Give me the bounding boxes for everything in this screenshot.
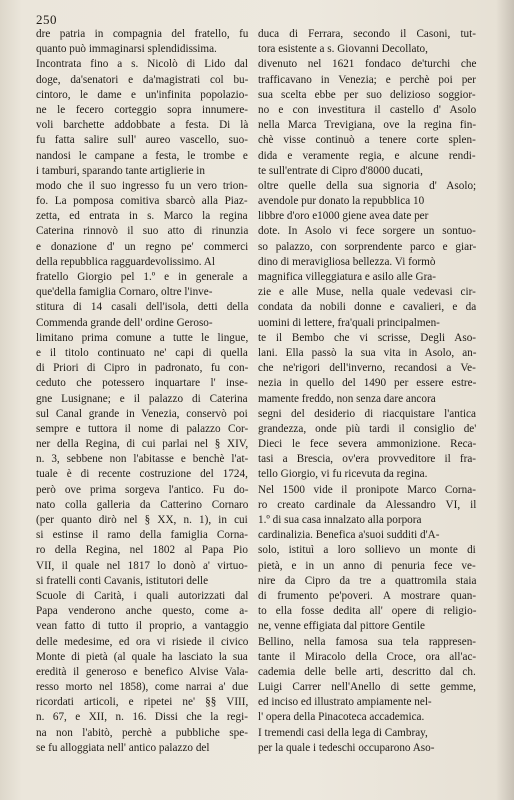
right-column-line: per la quale i tedeschi occuparono Aso- — [258, 741, 435, 754]
left-column-line: fu fatta salire sull' aureo vascello, suo- — [36, 134, 248, 147]
right-column-line: tora esistente a s. Giovanni Decollato, — [258, 43, 428, 56]
left-text-column — [36, 27, 248, 756]
right-column-line: solo, istituì a loro sollievo un monte di — [258, 544, 476, 557]
right-column-line: 1.º di sua casa innalzato alla porpora — [258, 514, 422, 526]
right-column-line: che ne'rigori dell'inverno, recandosi a Ve- — [258, 362, 476, 375]
left-column-line: ricordati articoli, e ripetei ne' §§ VIII, — [36, 696, 249, 709]
left-column-line: sempre e tuttora il nome di palazzo Cor- — [36, 422, 249, 435]
left-column-line: ro della Regina, nel 1802 al Papa Pio — [36, 544, 248, 557]
left-column-line: Scuole di Carità, i quali autorizzati dal — [36, 589, 249, 602]
page-edge-shadow — [496, 0, 514, 800]
right-column-line: segni del desiderio di riacquistare l'antica — [258, 407, 476, 420]
right-column-line: cademia delle belle arti, descritto dal ch. — [258, 665, 476, 678]
right-column-line: Luigi Carrer nell'Anello di sette gemme, — [258, 681, 476, 694]
right-column-line: cardinalizia. Benefica a'suoi sudditi d'A- — [258, 529, 440, 542]
right-column-line: nire da Cipro da tre a quattromila staia — [258, 574, 477, 587]
right-column-line: duca di Ferrara, secondo il Casoni, tut- — [258, 28, 476, 40]
left-column-line: zetta, ed entrata in s. Marco la regina — [36, 210, 248, 223]
right-column-line: oltre quelle della sua signoria d' Asolo; — [258, 179, 477, 192]
left-column-line: Caterina rinnovò il suo atto di rinunzia — [36, 225, 249, 238]
left-column-line: ne le fecero corteggio sopra innumere- — [36, 103, 249, 116]
left-column-line: limitano prima comune a tutte le lingue, — [36, 331, 249, 344]
right-column-line: trafficavano in Venezia; e perchè poi per — [258, 73, 476, 86]
right-column-line: avendole pur donato la repubblica 10 — [258, 195, 425, 208]
right-column-line: divenuto nel 1621 fondaco de'turchi che — [258, 58, 477, 71]
left-column-line: Commenda grande dell' ordine Geroso- — [36, 316, 213, 329]
right-column-line: dote. In Asolo vi fece sorgere un sontuo- — [258, 225, 476, 238]
right-column-line: condata da nobili donne e cavalieri, e da — [258, 301, 477, 314]
left-column-line: stitura di 14 casali dell'isola, detti della — [36, 301, 249, 314]
left-column-line: fo. La pomposa comitiva sbarcò alla Piaz- — [36, 195, 248, 208]
right-column-line: uomini di lettere, fra'quali principalmen- — [258, 316, 440, 329]
left-column-line: tuale è di recente costruzione del 1724, — [36, 468, 248, 481]
left-column-line: voli barchette addobbate a festa. Di là — [36, 119, 249, 132]
right-column-line: te sull'entrate di Cipro d'8000 ducati, — [258, 164, 423, 177]
right-column-line: nezia in quello del 1490 per essere estre- — [258, 377, 477, 390]
left-column-line: n. 67, e XII, n. 16. Dissi che la regi- — [36, 711, 248, 724]
right-column-line: ro creato cardinale da Alessandro VI, il — [258, 498, 477, 511]
left-column-line: nato colla galleria da Catterino Cornaro — [36, 498, 249, 511]
left-column-line: na non l'abitò, perchè a pubbliche spe- — [36, 726, 248, 739]
left-column-line: ner della Regina, di cui parlai nel § XIV, — [36, 438, 249, 451]
right-column-line: Bellino, nella famosa sua tela rappresen- — [258, 635, 477, 648]
right-column-line: lani. Ella passò la sua vita in Asolo, an- — [258, 346, 477, 359]
page-number: 250 — [36, 12, 57, 27]
right-column-line: pietà, e in un anno di penuria fece ve- — [258, 559, 476, 572]
left-column-line: nandosi le campane a festa, le trombe e — [36, 149, 248, 162]
right-column-line: te il Bembo che vi scrisse, Degli Aso- — [258, 331, 477, 344]
right-column-line: zie e alle Muse, nella quale vedevasi cir- — [258, 286, 476, 299]
left-column-line: modo che il suo ingresso fu un vero trion- — [36, 179, 248, 192]
left-column-line: doge, da'senatori e da'magistrati col bu- — [36, 73, 249, 86]
left-column-line: sul Canal grande in Venezia, conservò poi — [36, 407, 248, 420]
right-column-line: ed inciso ed illustrato ampiamente nel- — [258, 696, 432, 709]
right-column-line: nella Marca Trevigiana, ove la regina fin- — [258, 119, 477, 132]
left-column-line: si estinse il ramo della famiglia Corna- — [36, 529, 248, 542]
left-column-line: e il titolo continuato ne' capi di quella — [36, 346, 248, 359]
left-column-line: delle medesime, ed ora vi risiede il civico — [36, 635, 249, 648]
right-column-line: ne, venne effigiata dal pittore Gentile — [258, 620, 425, 633]
left-column-line: n. 3, sebbene non l'abitasse e benchè l'at- — [36, 453, 249, 466]
left-column-line: que'della famiglia Cornaro, oltre l'inve- — [36, 286, 213, 299]
right-column-line: no e con investitura il castello d' Asolo — [258, 103, 477, 116]
left-column-line: gne Lusignane; e il palazzo di Caterina — [36, 392, 248, 405]
left-column-line: Papa venderono anche questo, come a- — [36, 605, 248, 618]
left-column-line: e donazione d' un regno pe' commerci — [36, 240, 249, 253]
right-column-line: grandezza, onde più tardi il consiglio de' — [258, 422, 477, 435]
right-text-column — [258, 27, 476, 756]
right-column-line: sua scelta ebbe per suo delizioso soggior- — [258, 88, 476, 101]
right-column-line: Dieci le fece severa ammonizione. Reca- — [258, 438, 477, 451]
left-column-line: dre patria in compagnia del fratello, fu — [36, 28, 249, 40]
left-column-line: si fratelli conti Cavanis, istitutori delle — [36, 574, 209, 587]
left-column-line: Monte di pietà (al quale ha lasciato la sua — [36, 650, 248, 663]
left-column-line: fratello Giorgio pel 1.º e in generale a — [36, 271, 248, 283]
right-column-line: di frumento pe'poveri. A mostrare quan- — [258, 589, 477, 602]
right-column-line: tante il Miracolo della Croce, ora all'ac- — [258, 650, 477, 663]
right-column-line: libbre d'oro e1000 giene avea date per — [258, 210, 429, 223]
left-column-line: VII, il quale nel 1817 lo donò a' virtuo- — [36, 559, 248, 572]
left-column-line: se fu alloggiata nell' antico palazzo del — [36, 741, 210, 754]
left-column-line: però ove prima sorgeva l'antico. Fu do- — [36, 483, 249, 496]
left-column-line: quanto può immaginarsi splendidissima. — [36, 43, 217, 56]
right-column-line: tello Giorgio, vi fu ricevuta da regina. — [258, 468, 428, 481]
right-column-line: Nel 1500 vide il pronipote Marco Corna- — [258, 483, 476, 496]
right-column-line: chè visse continuò a tenere corte splen- — [258, 134, 476, 147]
right-column-line: dida e veramente regia, e alcune rendi- — [258, 149, 476, 162]
right-column-line: mamente freddo, non senza dare ancora — [258, 392, 436, 405]
left-column-line: resso morto nel 1858), come narrai a' due — [36, 681, 249, 694]
left-column-line: vean fatto di tutto il proprio, a vantaggio — [36, 620, 249, 633]
right-column-line: so palazzo, con sorprendente parco e giar- — [258, 240, 477, 253]
right-column-line: l' opera della Pinacoteca accademica. — [258, 711, 425, 724]
left-column-line: i tamburi, sparando tante artiglierie in — [36, 164, 205, 177]
right-column-line: I tremendi casi della lega di Cambray, — [258, 726, 428, 739]
right-column-line: dino di meravigliosa bellezza. Vi formò — [258, 255, 436, 268]
left-column-line: della repubblica ragguardevolissimo. Al — [36, 255, 215, 268]
right-column-line: to ella fosse dedita all' opere di religio- — [258, 605, 477, 618]
left-column-line: di Priori di Cipro in padronato, fu con- — [36, 362, 249, 375]
right-column-line: magnifica villeggiatura e asilo alle Gra- — [258, 271, 436, 283]
left-column-line: ceduto che potessero inquartare l' inse- — [36, 377, 248, 390]
right-column-line: tasi a Brescia, ov'era provveditore il fra- — [258, 453, 477, 466]
left-column-line: (per quanto dirò nel § XX, n. 1), in cui — [36, 514, 248, 526]
left-column-line: eredità il generoso e benefico Alvise Vala- — [36, 665, 249, 678]
left-column-line: cintoro, le dame e un'infinita popolazio- — [36, 88, 249, 101]
left-column-line: Incontrata fino a s. Nicolò di Lido dal — [36, 58, 249, 71]
